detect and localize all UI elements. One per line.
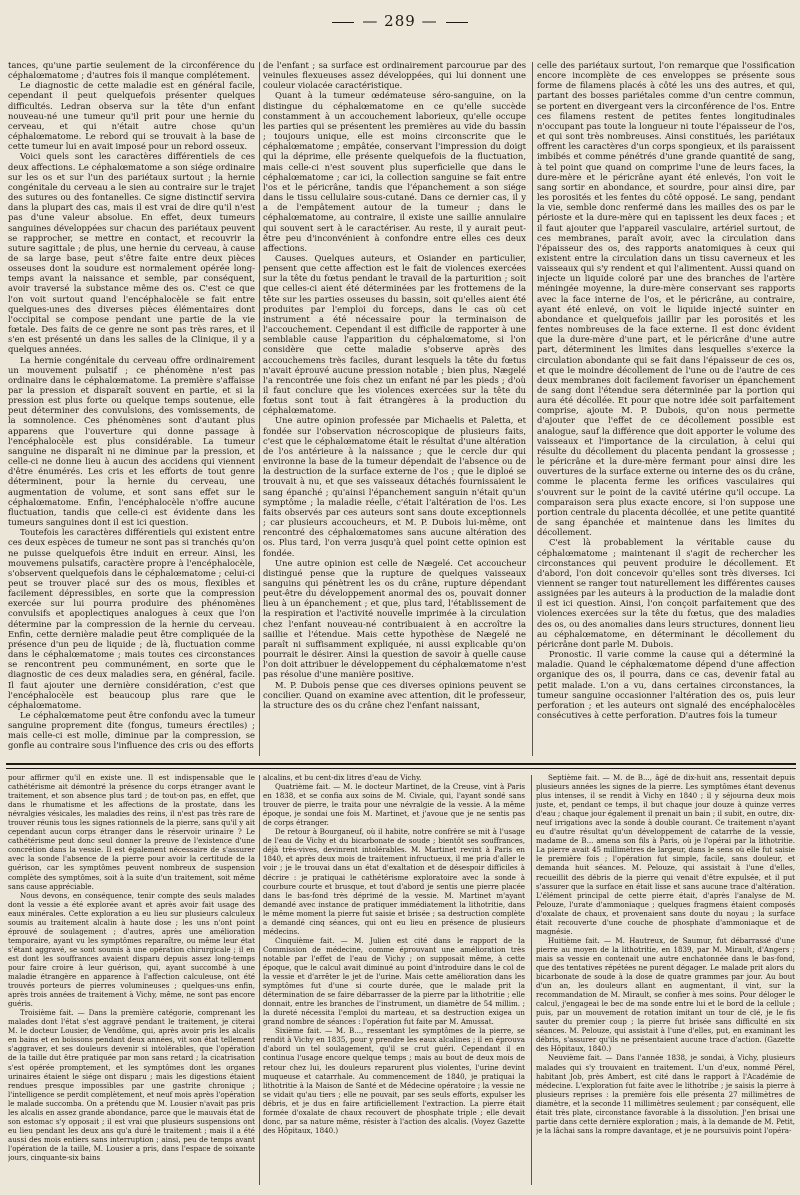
paragraph: Nous devons, en conséquence, tenir compte des seuls malades dont la vessie a été explorée avant et après avoir fait usage des eaux minérales. Cette exploration a eu lieu sur plusieurs calculeux soumis au traitement alcalin à haute dose ; les uns n'ont point éprouvé de soulagement ; d'autres, après une amélioration temporaire, ayant vu les symptômes reparaître, ou même leur état s'étant aggravé, se sont soumis à une opération chirurgicale ; il en est dont les souffrances avaient disparu depuis assez long-temps pour faire croire à leur guérison, qui, ayant succombé à une maladie étrangère en apparence à l'affection calculeuse, ont été trouvés porteurs de pierres volumineuses ; quelques-uns enfin, après trois années de traitement à Vichy, même, ne sont pas encore guéris. [8,890,255,1009]
paragraph: tances, qu'une partie seulement de la circonférence du céphalœmatome ; d'autres fois il manque complétement. [8,60,255,81]
paragraph: Troisième fait. — Dans la première catégorie, comprenant les malades dont l'état s'est aggravé pendant le traitement, je citerai M. le docteur Lousier, de Vendôme, qui, après avoir pris les alcalis en bains et en boissons pendant deux années, vit son état tellement s'aggraver, et ses douleurs devenir si intolérables, que l'opération de la taille dut être pratiquée par mon sans retard ; la cicatrisation s'est opérée promptement, et les symptômes dont les organes urinaires étaient le siége ont disparu ; mais les digestions étaient rendues presque impossibles par une gastrite chronique ; l'intelligence se perdit complètement, et neuf mois après l'opération le malade succomba. On a prétendu que M. Lousier n'avait pas pris les alcalis en assez grande abondance, parce que le mauvais état de son estomac s'y opposait ; il est vrai que plusieurs suspensions ont eu lieu pendant les deux ans qu'a duré le traitement ; mais il a été aussi des mois entiers sans interruption ; ainsi, peu de temps avant l'opération de la taille, M. Lousier a pris, dans l'espace de soixante jours, cinquante-six bains [8,1008,255,1162]
paragraph: Neuvième fait. — Dans l'année 1838, je sondai, à Vichy, plusieurs malades qui s'y trouvaient en traitement. L'un d'eux, nommé Pérel, habitant Job, près Ambert, est cité dans le rapport à l'Académie de médecine. L'exploration fut faite avec le lithotribe ; je saisis la pierre à plusieurs reprises : la première fois elle présenta 27 millimètres de diamètre, et la seconde 11 millimètres seulement ; par conséquent, elle était très plate, circonstance favorable à la dissolution. J'en brisai une partie dans cette dernière exploration ; mais, à la demande de M. Petit, je la lâchai sans la rompre davantage, et je ne poursuivis point l'opéra- [536,1053,795,1135]
paragraph: celle des pariétaux surtout, l'on remarque que l'ossification encore incomplète de ces enveloppes se présente sous forme de filamens placés à côté les uns des autres, et qui, partant des bosses pariétales comme d'un centre commun, se portent en divergeant vers la circonférence de l'os. Entre ces filamens restent de petites fentes longitudinales n'occupant pas toute la longueur ni toute l'épaisseur de l'os, et qui sont très nombreuses. Ainsi constitués, les pariétaux offrent les caractères d'un corps spongieux, et ils paraissent imbibés et comme pénétrés d'une grande quantité de sang, à tel point que quand on comprime l'une de leurs faces, la dure-mère et le péricrâne ayant été enlevés, l'on voit le sang sortir en abondance, et sourdre, pour ainsi dire, par les porosités et les fentes du côté opposé. Le sang, pendant la vie, semble donc renfermé dans les mailles des os par le périoste et la dure-mère qui en tapissent les deux faces ; et il faut ajouter que l'appareil vasculaire, artériel surtout, de ces membranes, paraît avoir, avec la circulation dans l'épaisseur des os, des rapports anatomiques à ceux qui existent entre la circulation dans un tissu caverneux et les vaisseaux qui s'y rendent et qui l'alimentent. Aussi quand on injecte un liquide coloré par une des branches de l'artère méningée moyenne, la dure-mère conservant ses rapports avec la face interne de l'os, et le péricrâne, au contraire, ayant été enlevé, on voit le liquide injecté suinter en abondance et quelquefois jaillir par les porosités et les fentes nombreuses de la face externe. Il est donc évident que la dure-mère d'une part, et le péricrâne d'une autre part, déterminent les limites dans lesquelles s'exerce la circulation abondante qui se fait dans l'épaisseur de ces os, et que le moindre décollement de l'une ou de l'autre de ces deux membranes doit facilement favoriser un épanchement de sang dont l'étendue sera déterminée par la portion qui aura été décollée. Et pour que notre idée soit parfaitement comprise, ajoute M. P. Dubois, qu'on nous permette d'ajouter que l'effet de ce décollement possible est analogue, sauf la différence que doit apporter le volume des vaisseaux et l'importance de la circulation, à celui qui résulte du décollement du placenta pendant la grossesse ; le péricrâne et la dure-mère fermant pour ainsi dire les ouvertures de la surface externe ou interne des os du crâne, comme le placenta ferme les orifices vasculaires qui s'ouvrent sur le point de la cavité utérine qu'il occupe. La comparaison sera plus exacte encore, si l'on suppose une portion centrale du placenta décollée, et une petite quantité de sang épanchée et maintenue dans les limites du décollement. [537,60,795,538]
paragraph: Une autre opinion est celle de Nægelé. Cet accoucheur distingué pense que la rupture de quelques vaisseaux sanguins qui pénètrent les os du crâne, rupture dépendant peut-être du développement anormal des os, pouvait donner lieu à un épanchement ; et que, plus tard, l'établissement de la respiration et l'activité nouvelle imprimée à la circulation chez l'enfant nouveau-né contribuaient à en accroître la saillie et l'étendue. Mais cette hypothèse de Nægelé ne paraît ni suffisamment expliquée, ni aussi explicable qu'on pourrait le désirer. Ainsi la question de savoir à quelle cause l'on doit attribuer le développement du céphalœmatome n'est pas résolue d'une manière positive. [263,557,526,680]
case-column-3 [536,773,795,1187]
article-column-1 [8,60,255,760]
paragraph: Causes. Quelques auteurs, et Osiander en particulier, pensent que cette affection est le fait de violences exercées sur la tête du fœtus pendant le travail de la parturition ; soit que celles-ci aient été déterminées par les frottemens de la tête sur les parties osseuses du bassin, soit qu'elles aient été produites par l'emploi du forceps, dans le cas où cet instrument a été nécessaire pour la terminaison de l'accouchement. Cependant il est difficile de rapporter à une semblable cause l'apparition du céphalœmatome, si l'on considère que cette maladie s'observe après des accouchemens très faciles, durant lesquels la tête du fœtus n'avait éprouvé aucune pression notable ; bien plus, Nægelé l'a rencontrée une fois chez un enfant né par les pieds ; d'où il faut conclure que les violences exercées sur la tête du fœtus sont tout à fait étrangères à la production du céphalœmatome. [263,252,526,416]
paragraph: M. P. Dubois pense que ces diverses opinions peuvent se concilier. Quand on examine avec attention, dit le professeur, la structure des os du crâne chez l'enfant naissant, [263,679,526,710]
paragraph: Huitième fait. — M. Hautreux, de Saumur, fut débarrassé d'une pierre au moyen de la lithotritie, en 1839, par M. Mirault, d'Angers ; mais sa vessie en contenait une autre enchatonnée dans le bas-fond, que des tentatives répétées ne purent dégager. Le malade prit alors du bicarbonate de soude à la dose de quatre grammes par jour. Au bout d'un an, les douleurs allant en augmentant, il vint, sur la recommandation de M. Mirault, se confier à mes soins. Pour déloger le calcul, j'engageai le bec de ma sonde entre lui et le bord de la cellule ; puis, par un mouvement de rotation imitant un tour de clé, je le fis sauter du premier coup ; la pierre fut brisée sans difficulté en six séances. M. Pelouze, qui assistait à l'une d'elles, put, en examinant les débris, s'assurer qu'ils ne présentaient aucune trace d'action. (Gazette des Hôpitaux, 1840.) [536,935,795,1054]
paragraph: De retour à Bourganeuf, où il habite, notre confrère se mit à l'usage de l'eau de Vichy et du bicarbonate de soude ; bientôt ses souffrances, déjà très-vives, devinrent intolérables. M. Martinet revint à Paris en 1840, et après deux mois de traitement infructueux, il me pria d'aller le voir ; je le trouvai dans un état d'exaltation et de désespoir difficiles à décrire : je pratiquai le cathétérisme exploratoire avec la sonde à courbure courte et brusque, et tout d'abord je sentis une pierre placée dans le bas-fond très déprimé de la vessie. M. Martinet m'ayant demandé avec instance de pratiquer immédiatement la lithotritie, dans le même moment la pierre fut saisie et brisée ; sa destruction complète a demandé cinq séances, qui ont eu lieu en présence de plusieurs médecins. [263,827,525,936]
paragraph: Pronostic. Il varie comme la cause qui a déterminé la maladie. Quand le céphalœmatome dépend d'une affection organique des os, il pourra, dans ce cas, devenir fatal au petit malade. L'on a vu, dans certaines circonstances, la tumeur sanguine occasionner l'altération des os, puis leur perforation ; et les auteurs ont signalé des encéphalocèles consécutives à cette perforation. D'autres fois la tumeur [537,649,795,720]
paragraph: La hernie congénitale du cerveau offre ordinairement un mouvement pulsatif ; ce phénomène n'est pas ordinaire dans le céphalœmatome. La première s'affaisse par la pression et disparaît souvent en partie, et si la pression est plus forte ou quelque temps soutenue, elle peut déterminer des convulsions, des vomissements, de la somnolence. Ces phénomènes sont d'autant plus apparens que l'ouverture qui donne passage à l'encéphalocèle est plus considérable. La tumeur sanguine ne disparaît ni ne diminue par la pression, et celle-ci ne donne lieu à aucun des accidens qui viennent d'être énumérés. Les cris et les efforts de tout genre déterminent, pour la hernie du cerveau, une augmentation de volume, et sont sans effet sur le céphalœmatome. Enfin, l'encéphalocèle n'offre aucune fluctuation, tandis que celle-ci est évidente dans les tumeurs sanguines dont il est ici question. [8,354,255,528]
case-column-1 [8,773,255,1187]
paragraph: Le diagnostic de cette maladie est en général facile, cependant il peut quelquefois présenter quelques difficultés. Ledran observa sur la tête d'un enfant nouveau-né une tumeur qu'il prit pour une hernie du cerveau, et qui n'était autre chose qu'un céphalœmatome. Le rebord qui se trouvait à la base de cette tumeur lui en avait imposé pour un rebord osseux. [8,80,255,152]
column-divider [259,62,260,756]
paragraph: Voici quels sont les caractères différentiels de ces deux affections. Le céphalœmatome a son siége ordinaire sur les os et sur l'un des pariétaux surtout ; la hernie congénitale du cerveau a le sien au contraire sur le trajet des sutures ou des fontanelles. Ce signe distinctif servira dans la plupart des cas, mais il est vrai de dire qu'il n'est pas d'une valeur absolue. En effet, deux tumeurs sanguines développées sur chacun des pariétaux peuvent se rapprocher, se mettre en contact, et recouvrir la suture sagittale ; de plus, une hernie du cerveau, à cause de sa large base, peut s'être faite entre deux pièces osseuses dont la soudure est normalement opérée long-temps avant la naissance et semble, par conséquent, avoir traversé la substance même des os. C'est ce que l'on voit surtout quand l'encéphalocèle se fait entre quelques-unes des diverses pièces élémentaires dont l'occipital se compose pendant une partie de la vie fœtale. Des faits de ce genre ne sont pas très rares, et il s'en est présenté un dans les salles de la Clinique, il y a quelques années. [8,151,255,355]
paragraph: Toutefois les caractères différentiels qui existent entre ces deux espèces de tumeur ne sont pas si tranchés qu'on ne puisse quelquefois être induit en erreur. Ainsi, les mouvemens pulsatifs, caractère propre à l'encéphalocèle, s'observent quelquefois dans le céphalœmatome ; celui-ci peut se trouver placé sur des os mous, flexibles et facilement dépressibles, en sorte que la compression exercée sur lui pourra produire des phénomènes convulsifs et apoplectiques analogues à ceux que l'on détermine par la compression de la hernie du cerveau. Enfin, cette dernière maladie peut être compliquée de la présence d'un peu de liquide ; de là, fluctuation comme dans le céphalœmatome ; mais toutes ces circonstances se rencontrent peu communément, en sorte que le diagnostic de ces deux maladies sera, en général, facile. Il faut ajouter une dernière considération, c'est que l'encéphalocèle est beaucoup plus rare que le céphalœmatome. [8,527,255,710]
paragraph: Sixième fait. — M. B..., ressentant les symptômes de la pierre, se rendit à Vichy en 1835, pour y prendre les eaux alcalines ; il en éprouva d'abord un tel soulagement, qu'il se crut guéri. Cependant il en continua l'usage encore quelque temps ; mais au bout de deux mois de retour chez lui, les douleurs reparurent plus violentes, l'urine devint muqueuse et catarrhale. Au commencement de 1840, je pratiquai la lithotritie à la Maison de Santé et de Médecine opératoire ; la vessie ne se vidait qu'au tiers ; elle ne pouvait, par ses seuls efforts, expulser les débris, et je dus en faire artificiellement l'extraction. La pierre était formée d'oxalate de chaux recouvert de phosphate triple ; elle devait donc, par sa nature même, résister à l'action des alcalis. (Voyez Gazette des Hôpitaux, 1840.) [263,1026,525,1135]
paragraph: alcalins, et bu cent-dix litres d'eau de Vichy. [263,773,422,782]
column-divider [531,775,532,1185]
paragraph: Quatrième fait. — M. le docteur Martinet, de la Creuse, vint à Paris en 1838, et se confia aux soins de M. Civiale, qui, l'ayant sondé sans trouver de pierre, le traita pour une névralgie de la vessie. A la même époque, je sondai une fois M. Martinet, et j'avoue que je ne sentis pas de corps étranger. [263,782,525,828]
section-rule [6,763,796,769]
paragraph: Quant à la tumeur œdémateuse séro-sanguine, on la distingue du céphalœmatome en ce qu'elle succède constamment à un accouchement laborieux, qu'elle occupe les parties qui se présentent les premières au vide du bassin ; toujours unique, elle est moins circonscrite que le céphalœmatome ; empâtée, conservant l'impression du doigt qui la déprime, elle présente quelquefois de la fluctuation, mais celle-ci n'est souvent plus superficielle que dans le céphalœmatome ; car ici, la collection sanguine se fait entre l'os et le péricrâne, tandis que l'épanchement a son siége dans le tissu cellulaire sous-cutané. Dans ce dernier cas, il y a de l'empâtement autour de la tumeur ; dans le céphalœmatome, au contraire, il existe une saillie annulaire qui souvent sert à le caractériser. Au reste, il y aurait peut-être peu d'inconvénient à confondre entre elles ces deux affections. [263,90,526,253]
article-column-2 [263,60,526,760]
column-divider [259,775,260,1185]
paragraph: Cinquième fait. — M. Julien est cité dans le rapport de la Commission de médecine, comme éprouvant une amélioration très notable par l'effet de l'eau de Vichy ; on supposait même, à cette époque, que le calcul avait diminué au point d'introduire dans le col de la vessie et d'arrêter le jet de l'urine. Mais cette amélioration dans les symptômes fut d'une si courte durée, que le malade prit la détermination de se faire débarrasser de la pierre par la lithotritie ; elle donnait, entre les branches de l'instrument, un diamètre de 54 millim. ; la dureté nécessita l'emploi du marteau, et sa destruction exigea un grand nombre de séances : l'opération fut faite par M. Amussat. [263,935,525,1027]
column-divider [532,62,533,756]
paragraph: Le céphalœmatome peut être confondu avec la tumeur sanguine proprement dite (fongus, tumeurs érectiles) ; mais celle-ci est molle, diminue par la compression, se gonfle au contraire sous l'influence des cris ou des efforts [8,710,255,751]
paragraph: C'est là probablement la véritable cause du céphalœmatome ; maintenant il s'agit de rechercher les circonstances qui peuvent produire le décollement. Et d'abord, l'on doit concevoir qu'elles sont très diverses. Ici viennent se ranger tout naturellement les différentes causes assignées par les auteurs à la production de la maladie dont il est ici question. Ainsi, l'on conçoit parfaitement que des violences exercées sur la tête du fœtus, que des maladies des os, ou des anomalies dans leurs structures, donnent lieu au céphalœmatome, en déterminant le décollement du péricrâne dont parle M. Dubois. [537,537,795,649]
paragraph: Septième fait. — M. de B..., âgé de dix-huit ans, ressentait depuis plusieurs années les signes de la pierre. Les symptômes étant devenus plus intenses, il se rendit à Vichy en 1840 ; il y séjourna deux mois juste, et, pendant ce temps, il but chaque jour douze à quinze verres d'eau ; chaque jour également il prenait un bain ; il subit, en outre, dix-neuf irrigations avec la sonde à double courant. Ce traitement n'ayant eu d'autre résultat qu'un développement de catarrhe de la vessie, madame de B... amena son fils à Paris, où je l'opérai par la lithotritie. La pierre avait 45 millimètres de largeur, dans le sens où elle fut saisie le première fois ; l'opération fut simple, facile, sans douleur, et demanda huit séances. M. Pelouze, qui assistait à l'une d'elles, recueillit des débris de la pierre qui venait d'être expulsée, et il put s'assurer que la surface en était lisse et sans aucune trace d'altération. L'élément principal de cette pierre était, d'après l'analyse de M. Pelouze, l'urate d'ammoniaque ; quelques fragmens étaient composés d'oxalate de chaux, et provenaient sans doute du noyau ; la surface était recouverte d'une couche de phosphate d'ammoniaque et de magnésie. [536,773,795,936]
article-column-3 [537,60,795,760]
paragraph: Une autre opinion professée par Michaelis et Paletta, et fondée sur l'observation nécroscopique de plusieurs faits, c'est que le céphalœmatome était le résultat d'une altération de l'os antérieure à la naissance ; que le cercle dur qui environne la base de la tumeur dépendait de l'absence ou de la destruction de la surface externe de l'os ; que le diploé se trouvait à nu, et que ses vaisseaux détachés fournissaient le sang épanché ; qu'ainsi l'épanchement sanguin n'était qu'un symptôme ; la maladie réelle, c'était l'altération de l'os. Les faits observés par ces auteurs sont sans doute exceptionnels ; car plusieurs accoucheurs, et M. P. Dubois lui-même, ont rencontré des céphalœmatomes sans aucune altération des os. Plus tard, l'on verra jusqu'à quel point cette opinion est fondée. [263,415,526,558]
paragraph: pour affirmer qu'il en existe une. Il est indispensable que le cathétérisme ait démontré la présence du corps étranger avant le traitement, et son absence plus tard ; de tout-on pas, en effet, que dans le rhumatisme et les affections de la prostate, dans les névralgies vésicales, les maladies des reins, il n'est pas très rare de trouver réunis tous les signes rationnels de la pierre, sans qu'il y ait cependant aucun corps étranger dans le réservoir urinaire ? Le cathétérisme peut donc seul donner la preuve de l'existence d'une concrétion dans la vessie. Il est également nécessaire de s'assurer avec la sonde l'absence de la pierre pour avoir la certitude de la guérison, car les symptômes peuvent nombreux de suspension complète des symptômes, soit à la suite d'un traitement, soit même sans cause appréciable. [8,773,255,891]
case-column-2 [263,773,525,1187]
paragraph: de l'enfant ; sa surface est ordinairement parcourue par des veinules flexueuses assez développées, qui lui donnent une couleur violacée caractéristique. [263,60,526,91]
page-number: — 289 — [0,12,800,30]
